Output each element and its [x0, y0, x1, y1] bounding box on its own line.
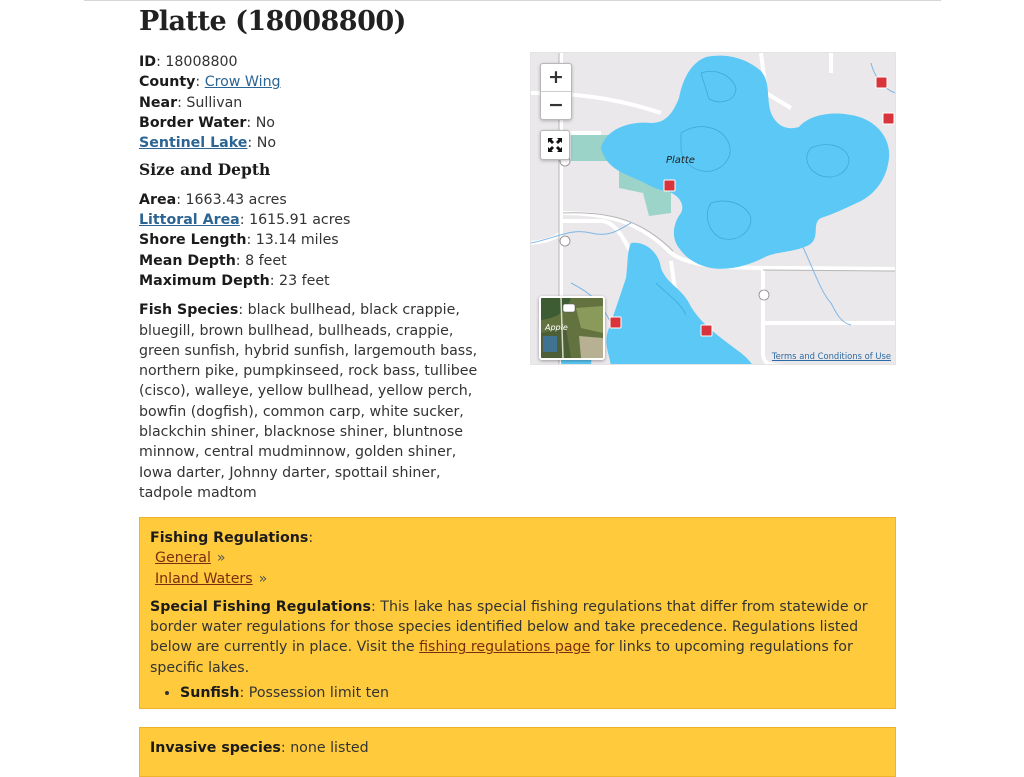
- list-item: • Sunfish: Possession limit ten: [180, 683, 885, 703]
- fishing-regulations-box: [139, 517, 896, 709]
- invasive-species-box: Invasive species: none listed: [139, 727, 896, 777]
- shore-length-value: 13.14 miles: [255, 232, 339, 249]
- top-divider: [84, 0, 941, 1]
- special-regulations-label: Special Fishing Regulations: [150, 598, 371, 615]
- sentinel-lake-link[interactable]: Sentinel Lake: [139, 135, 248, 152]
- fishing-regulations-label: Fishing Regulations: [150, 530, 309, 546]
- special-regulations-list: [150, 683, 885, 703]
- fishing-regulations-heading: Fishing Regulations:: [150, 530, 314, 546]
- special-regulations-text: Special Fishing Regulations: This lake has special fishing regulations that differ from statewide or border water regulations for those species identified below and take precedence. Regulations listed below are currently in place. Visit the fishing regulations page for links to upcoming regulations for specific lakes.: [150, 598, 868, 676]
- border-water-row: Border Water: No: [139, 114, 275, 131]
- page-title: Platte (18008800): [139, 6, 406, 37]
- fish-species-label: Fish Species: [139, 302, 239, 319]
- invasive-species-value: none listed: [290, 740, 369, 756]
- county-row: County: Crow Wing: [139, 74, 281, 91]
- inland-waters-link[interactable]: Inland Waters: [155, 570, 253, 587]
- fish-species: Fish Species: black bullhead, black crappie, bluegill, brown bullhead, bullheads, crappie, green sunfish, hybrid sunfish, largemouth bass, northern pike, pumpkinseed, rock bass, tullibee (cisco), walleye, yellow bullhead, yellow perch, bowfin (dogfish), common carp, white sucker, blackchin shiner, blacknose shiner, bluntnose minnow, central mudminnow, golden shiner, Iowa darter, Johnny darter, spottail shiner, tadpole madtom: [139, 302, 478, 501]
- id-label: ID: [139, 54, 157, 70]
- terms-link[interactable]: Terms and Conditions of Use: [771, 351, 891, 361]
- area-row: Area: 1663.43 acres: [139, 191, 287, 208]
- minimap-label: Apple: [545, 323, 568, 332]
- general-regulations-link[interactable]: General: [155, 550, 211, 567]
- zoom-out-button[interactable]: −: [541, 91, 571, 119]
- zoom-in-button[interactable]: +: [548, 66, 564, 88]
- fishing-regulations-page-link[interactable]: fishing regulations page: [419, 639, 591, 656]
- fish-species-list: black bullhead, black crappie, bluegill, brown bullhead, bullheads, crappie, green sunfish, hybrid sunfish, largemouth bass, northern pike, pumpkinseed, rock bass, tullibee (cisco), walleye, yellow bullhead, yellow perch, bowfin (dogfish), common carp, white sucker, blackchin shiner, blacknose shiner, bluntnose minnow, central mudminnow, golden shiner, Iowa darter, Johnny darter, spottail shiner, tadpole madtom: [139, 302, 478, 501]
- near-row: Near: Sullivan: [139, 94, 243, 111]
- special-regulations-after: for links to upcoming regulations for specific lakes.: [150, 639, 853, 676]
- mean-depth-row: Mean Depth: 8 feet: [139, 252, 287, 269]
- fullscreen-icon: [548, 138, 562, 152]
- border-water-value: No: [255, 114, 275, 131]
- area-label: Area: [139, 191, 177, 208]
- max-depth-value: 23 feet: [279, 272, 330, 289]
- county-link[interactable]: Crow Wing: [204, 74, 281, 91]
- near-value: Sullivan: [186, 94, 243, 111]
- regulation-species: Sunfish: [180, 685, 240, 702]
- general-regulations-row: [150, 548, 885, 568]
- littoral-area-row: Littoral Area: 1615.91 acres: [139, 212, 351, 229]
- sentinel-lake-row: Sentinel Lake: No: [139, 135, 276, 152]
- max-depth-label: Maximum Depth: [139, 272, 270, 289]
- satellite-toggle[interactable]: [539, 296, 605, 360]
- mean-depth-value: 8 feet: [245, 252, 287, 269]
- size-depth-heading: Size and Depth: [139, 160, 271, 180]
- mean-depth-label: Mean Depth: [139, 252, 236, 269]
- zoom-control: [540, 63, 572, 120]
- border-water-label: Border Water: [139, 114, 247, 131]
- lake-map[interactable]: [530, 52, 896, 365]
- lake-info: [139, 52, 509, 503]
- near-label: Near: [139, 94, 178, 111]
- invasive-species-label: Invasive species: [150, 740, 281, 756]
- shore-length-label: Shore Length: [139, 232, 247, 249]
- shore-length-row: Shore Length: 13.14 miles: [139, 232, 339, 249]
- id-value: 18008800: [165, 54, 238, 70]
- regulation-rule: Possession limit ten: [248, 685, 389, 702]
- fullscreen-button[interactable]: [540, 130, 570, 160]
- inland-waters-row: [150, 569, 885, 589]
- id-row: ID: 18008800: [139, 54, 238, 70]
- special-regulations-before: This lake has special fishing regulations that differ from statewide or border water regulations for those species identified below and take precedence. Regulations listed below are currently in place. Visit the: [150, 598, 868, 656]
- chevron-right-icon: »: [216, 550, 226, 567]
- sentinel-lake-value: No: [256, 135, 276, 152]
- area-value: 1663.43 acres: [185, 191, 287, 208]
- littoral-area-link[interactable]: Littoral Area: [139, 212, 240, 229]
- lake-map-label: Platte: [666, 155, 695, 166]
- max-depth-row: Maximum Depth: 23 feet: [139, 272, 330, 289]
- chevron-right-icon: »: [258, 570, 268, 587]
- county-label: County: [139, 74, 196, 91]
- littoral-area-value: 1615.91 acres: [249, 212, 351, 229]
